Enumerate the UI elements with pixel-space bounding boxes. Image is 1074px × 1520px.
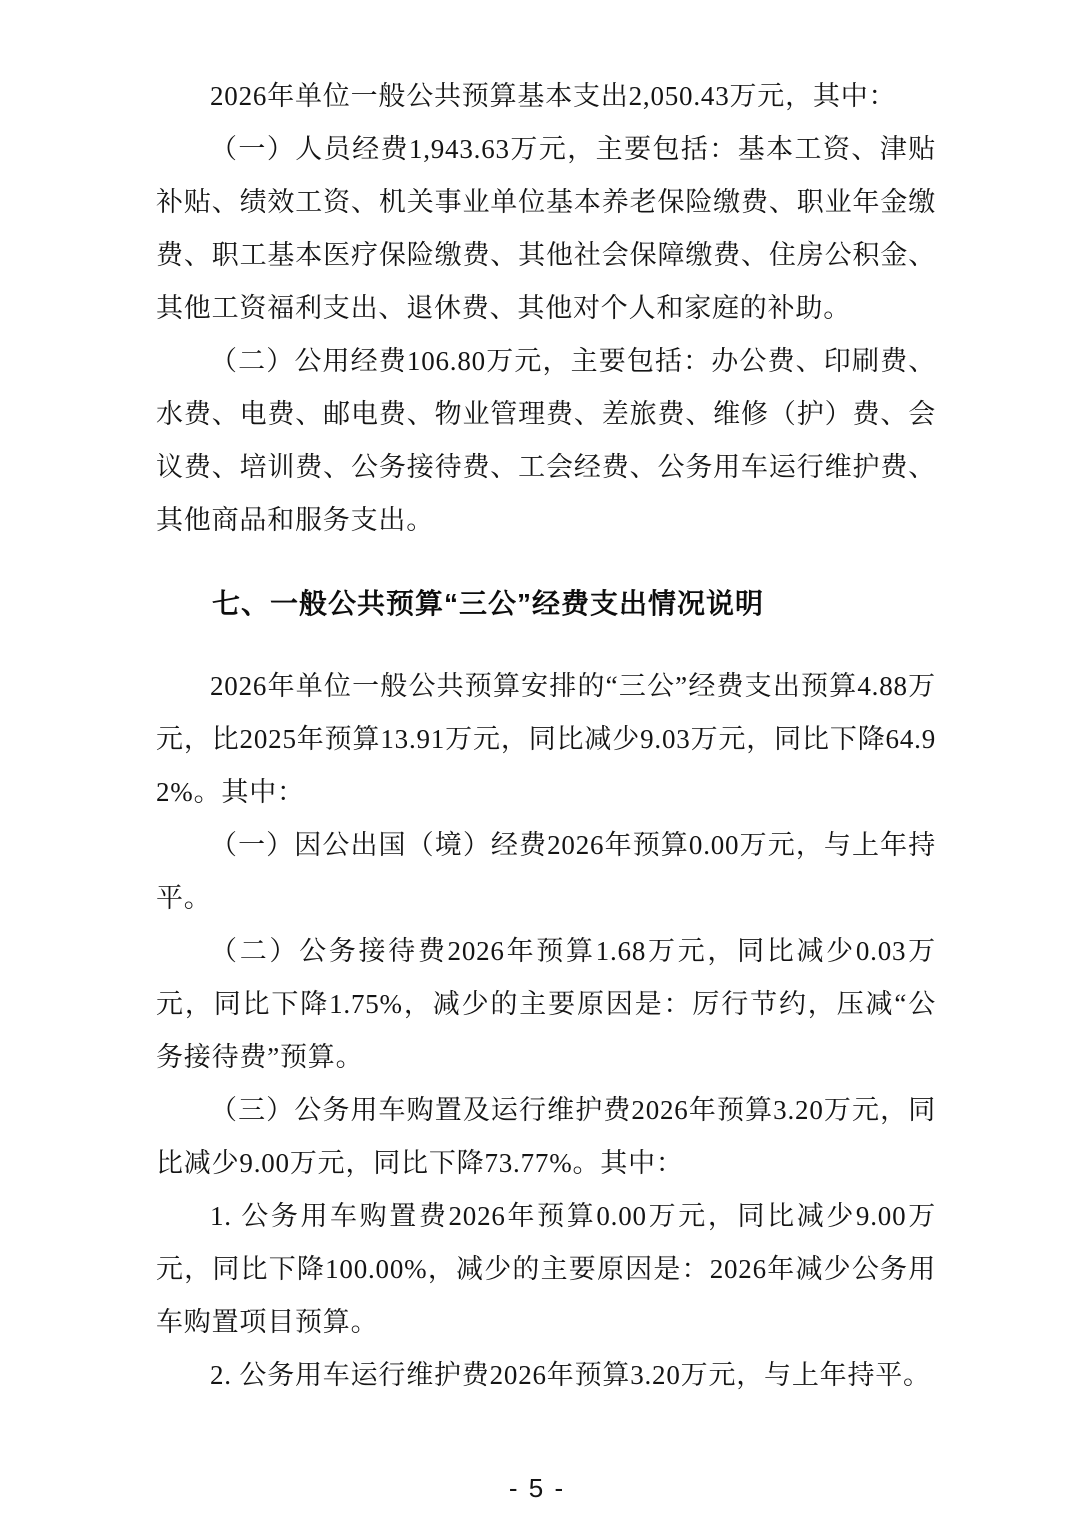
page-number: - 5 -: [508, 1473, 566, 1503]
section-heading-three-public-funds: 七、一般公共预算“三公”经费支出情况说明: [212, 588, 765, 619]
paragraph-official-vehicle-total: （三）公务用车购置及运行维护费2026年预算3.20万元，同比减少9.00万元，同比下降73.77%。其中：: [156, 1095, 936, 1178]
paragraph-official-reception-expense: （二）公务接待费2026年预算1.68万元，同比减少0.03万元，同比下降1.75%，减少的主要原因是：厉行节约，压减“公务接待费”预算。: [156, 936, 936, 1072]
paragraph-basic-expenditure-total: 2026年单位一般公共预算基本支出2,050.43万元，其中：: [210, 81, 897, 111]
paragraph-personnel-expenses: （一）人员经费1,943.63万元，主要包括：基本工资、津贴补贴、绩效工资、机关事业单位基本养老保险缴费、职业年金缴费、职工基本医疗保险缴费、其他社会保障缴费、住房公积金、其他工资福利支出、退休费、其他对个人和家庭的补助。: [156, 134, 936, 323]
paragraph-vehicle-purchase-expense: 1. 公务用车购置费2026年预算0.00万元，同比减少9.00万元，同比下降100.00%，减少的主要原因是：2026年减少公务用车购置项目预算。: [156, 1201, 936, 1337]
document-body: [156, 70, 936, 1402]
paragraph-vehicle-maintenance-expense: 2. 公务用车运行维护费2026年预算3.20万元，与上年持平。: [210, 1360, 931, 1390]
paragraph-overseas-travel-expense: （一）因公出国（境）经费2026年预算0.00万元，与上年持平。: [156, 830, 936, 913]
paragraph-public-operating-expenses: （二）公用经费106.80万元，主要包括：办公费、印刷费、水费、电费、邮电费、物业管理费、差旅费、维修（护）费、会议费、培训费、公务接待费、工会经费、公务用车运行维护费、其他商品和服务支出。: [156, 346, 936, 535]
paragraph-three-public-funds-total: 2026年单位一般公共预算安排的“三公”经费支出预算4.88万元，比2025年预算13.91万元，同比减少9.03万元，同比下降64.92%。其中：: [156, 671, 936, 807]
